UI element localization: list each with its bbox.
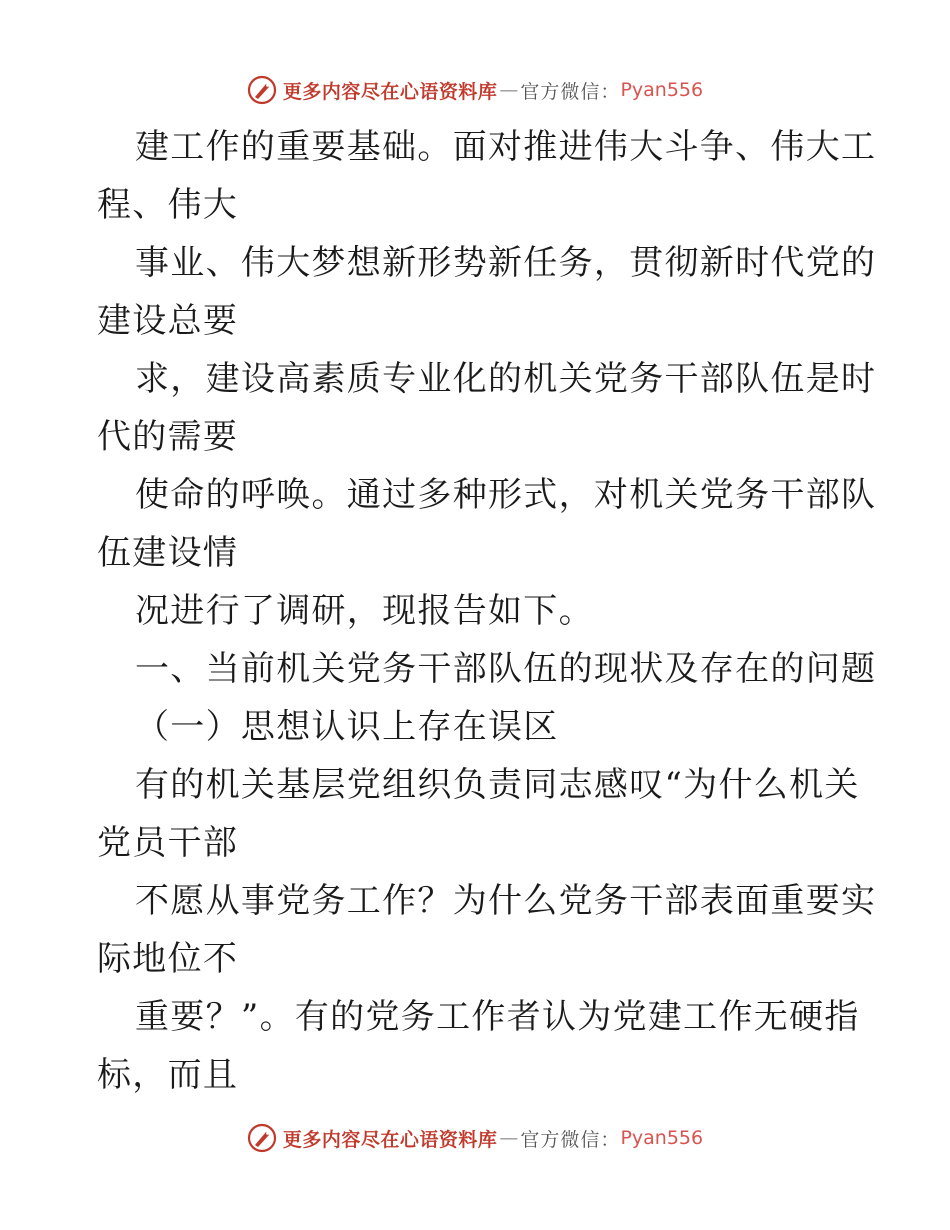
watermark-site-text: 更多内容尽在心语资料库 bbox=[282, 1128, 498, 1151]
pen-nib-logo-icon bbox=[247, 1123, 277, 1153]
section-heading: 一、当前机关党务干部队伍的现状及存在的问题 bbox=[135, 649, 877, 689]
watermark-wechat-id: Pyan556 bbox=[620, 79, 704, 101]
subsection-heading: （一）思想认识上存在误区 bbox=[135, 707, 559, 747]
text-line: 使命的呼唤。通过多种形式，对机关党务干部队 bbox=[135, 475, 877, 515]
watermark-site-text: 更多内容尽在心语资料库 bbox=[282, 80, 498, 103]
body-text bbox=[97, 118, 877, 1104]
text-line: 有的机关基层党组织负责同志感叹“为什么机关 bbox=[135, 765, 860, 805]
text-line: 况进行了调研，现报告如下。 bbox=[135, 591, 594, 631]
text-line: 求，建设高素质专业化的机关党务干部队伍是时 bbox=[135, 359, 877, 399]
text-line: 程、伟大 bbox=[97, 185, 239, 225]
header-watermark bbox=[0, 70, 950, 110]
watermark-separator: — bbox=[499, 79, 519, 101]
text-line: 建工作的重要基础。面对推进伟大斗争、伟大工 bbox=[135, 127, 877, 167]
text-line: 标，而且 bbox=[97, 1055, 239, 1095]
text-line: 际地位不 bbox=[97, 939, 239, 979]
pen-nib-logo-icon bbox=[247, 75, 277, 105]
text-line: 事业、伟大梦想新形势新任务，贯彻新时代党的 bbox=[135, 243, 877, 283]
text-line: 建设总要 bbox=[97, 301, 239, 341]
footer-watermark bbox=[0, 1118, 950, 1158]
watermark-wechat-label: 官方微信： bbox=[520, 80, 621, 103]
text-line: 重要？”。有的党务工作者认为党建工作无硬指 bbox=[135, 997, 860, 1037]
text-line: 伍建设情 bbox=[97, 533, 239, 573]
text-line: 不愿从事党务工作？为什么党务干部表面重要实 bbox=[135, 881, 877, 921]
text-line: 党员干部 bbox=[97, 823, 239, 863]
text-line: 代的需要 bbox=[97, 417, 239, 457]
watermark-separator: — bbox=[499, 1127, 519, 1149]
watermark-wechat-label: 官方微信： bbox=[520, 1128, 621, 1151]
watermark-wechat-id: Pyan556 bbox=[620, 1127, 704, 1149]
